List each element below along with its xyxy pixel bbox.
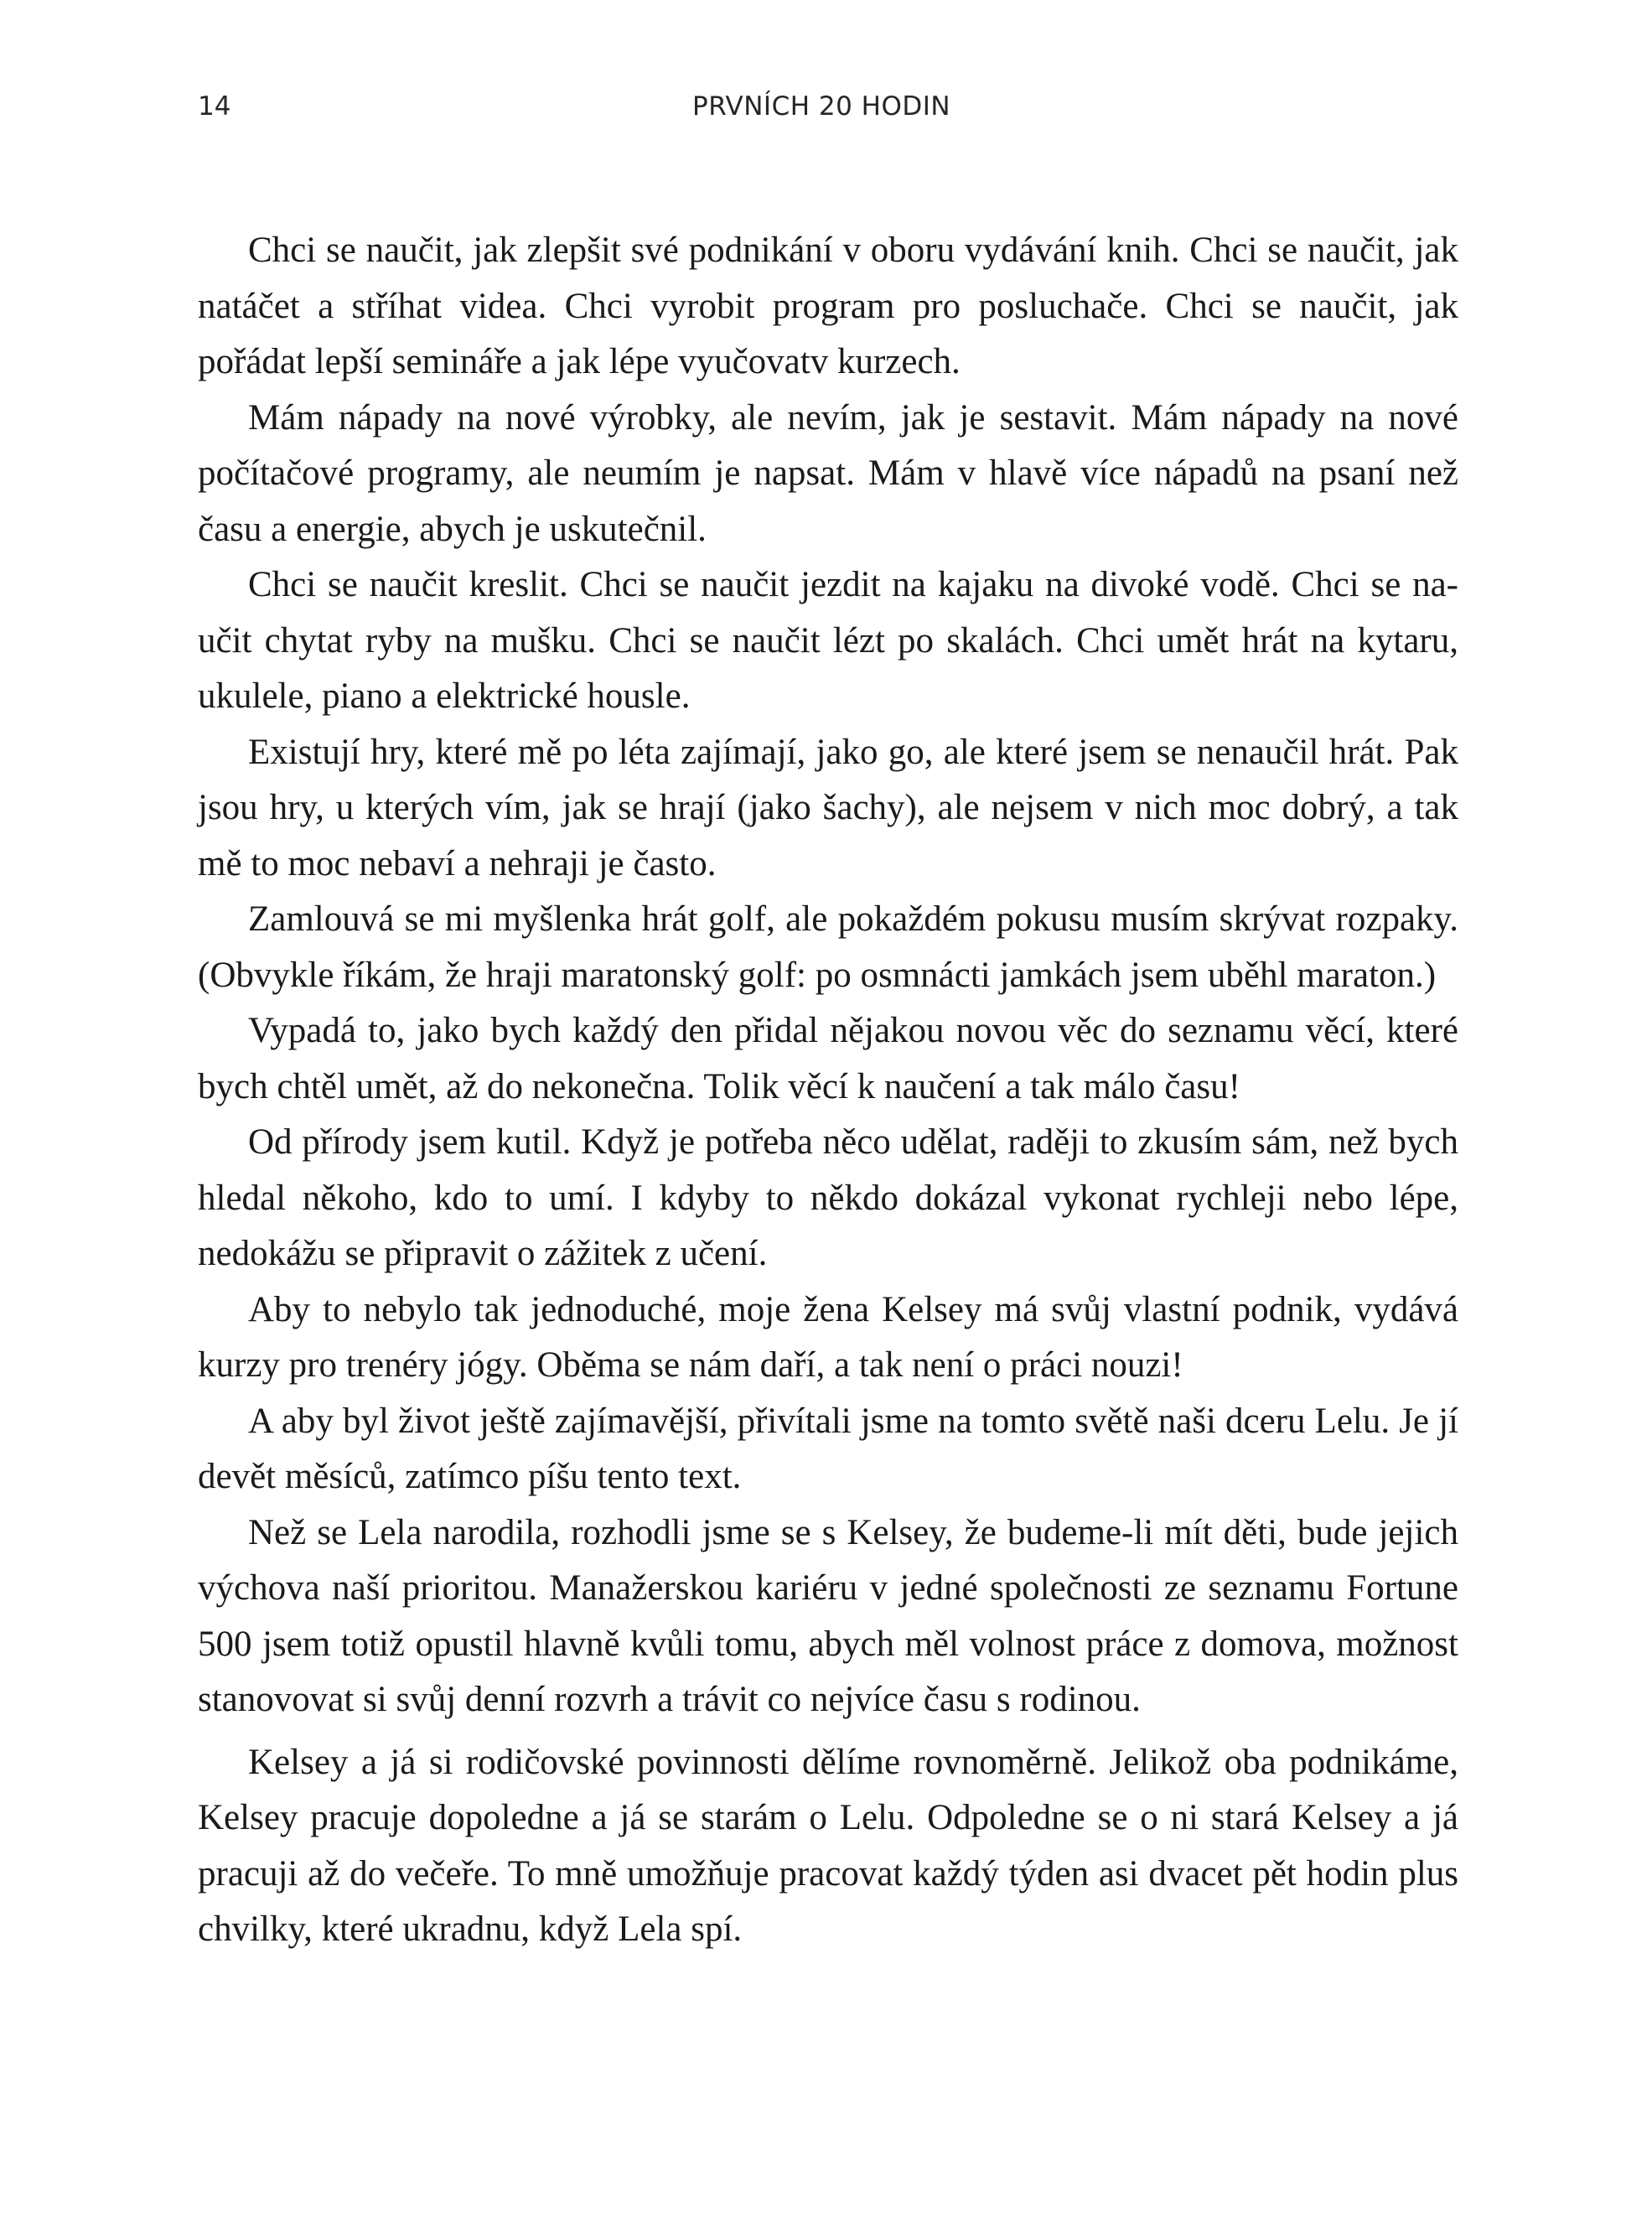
paragraph: Chci se naučit, jak zlepšit své podnikání v oboru vydávání knih. Chci se naučit, jak natáčet a stříhat videa. Chci vyrobit program pro posluchače. Chci se naučit, jak pořádat lepší semináře a jak lépe vyučovatv kurzech. — [198, 231, 1458, 381]
paragraph: Existují hry, které mě po léta zajímají, jako go, ale které jsem se nenaučil hrát. Pak jsou hry, u kterých vím, jak se hrají (jako šachy), ale nejsem v nich moc dobrý, a tak mě to moc nebaví a nehraji je často. — [198, 732, 1458, 883]
paragraph: A aby byl život ještě zajímavější, přivítali jsme na tomto světě naši dceru Lelu. Je jí devět měsíců, zatímco píšu tento text. — [198, 1401, 1458, 1496]
paragraph: Zamlouvá se mi myšlenka hrát golf, ale pokaždém pokusu musím skrývat rozpaky. (Obvykle říkám, že hraji maratonský golf: po osmnácti jamkách jsem uběhl maraton.) — [198, 899, 1458, 995]
paragraph: Kelsey a já si rodičovské povinnosti dělíme rovnoměrně. Jelikož oba podnikáme, Kelsey pracuje dopoledne a já se starám o Lelu. Odpoledne se o ni stará Kelsey a já pracuji až do večeře. To mně umožňuje pracovat každý týden asi dvacet pět hodin plus chvilky, které ukradnu, když Lela spí. — [198, 1742, 1458, 1949]
paragraph: Od přírody jsem kutil. Když je potřeba něco udělat, raději to zkusím sám, než bych hledal někoho, kdo to umí. I kdyby to někdo dokázal vykonat rychleji nebo lépe, nedokážu se připravit o zážitek z učení. — [198, 1122, 1458, 1273]
paragraph: Vypadá to, jako bych každý den přidal nějakou novou věc do seznamu věcí, které bych chtěl umět, až do nekonečna. Tolik věcí k naučení a tak málo času! — [198, 1011, 1458, 1106]
running-header — [0, 86, 1652, 128]
body-text — [198, 223, 1458, 1958]
paragraph: Aby to nebylo tak jednoduché, moje žena Kelsey má svůj vlastní podnik, vydává kurzy pro trenéry jógy. Oběma se nám daří, a tak není o práci nouzi! — [198, 1289, 1458, 1385]
page-number: 14 — [198, 91, 231, 122]
book-title: PRVNÍCH 20 HODIN — [692, 91, 951, 122]
paragraph: Chci se naučit kreslit. Chci se naučit jezdit na kajaku na divoké vodě. Chci se naučit chytat ryby na mušku. Chci se naučit lézt po skalách. Chci umět hrát na kytaru, ukulele, piano a elektrické housle. — [198, 565, 1458, 716]
paragraph: Mám nápady na nové výrobky, ale nevím, jak je sestavit. Mám nápady na nové počítačové programy, ale neumím je napsat. Mám v hlavě více nápadů na psaní než času a energie, abych je uskutečnil. — [198, 397, 1458, 549]
paragraph: Než se Lela narodila, rozhodli jsme se s Kelsey, že budeme-li mít děti, bude jejich výchova naší prioritou. Manažerskou kariéru v jedné společnosti ze seznamu Fortune 500 jsem totiž opustil hlavně kvůli tomu, abych měl volnost práce z domova, možnost stanovovat si svůj denní rozvrh a trávit co nejvíce času s rodinou. — [198, 1512, 1458, 1719]
